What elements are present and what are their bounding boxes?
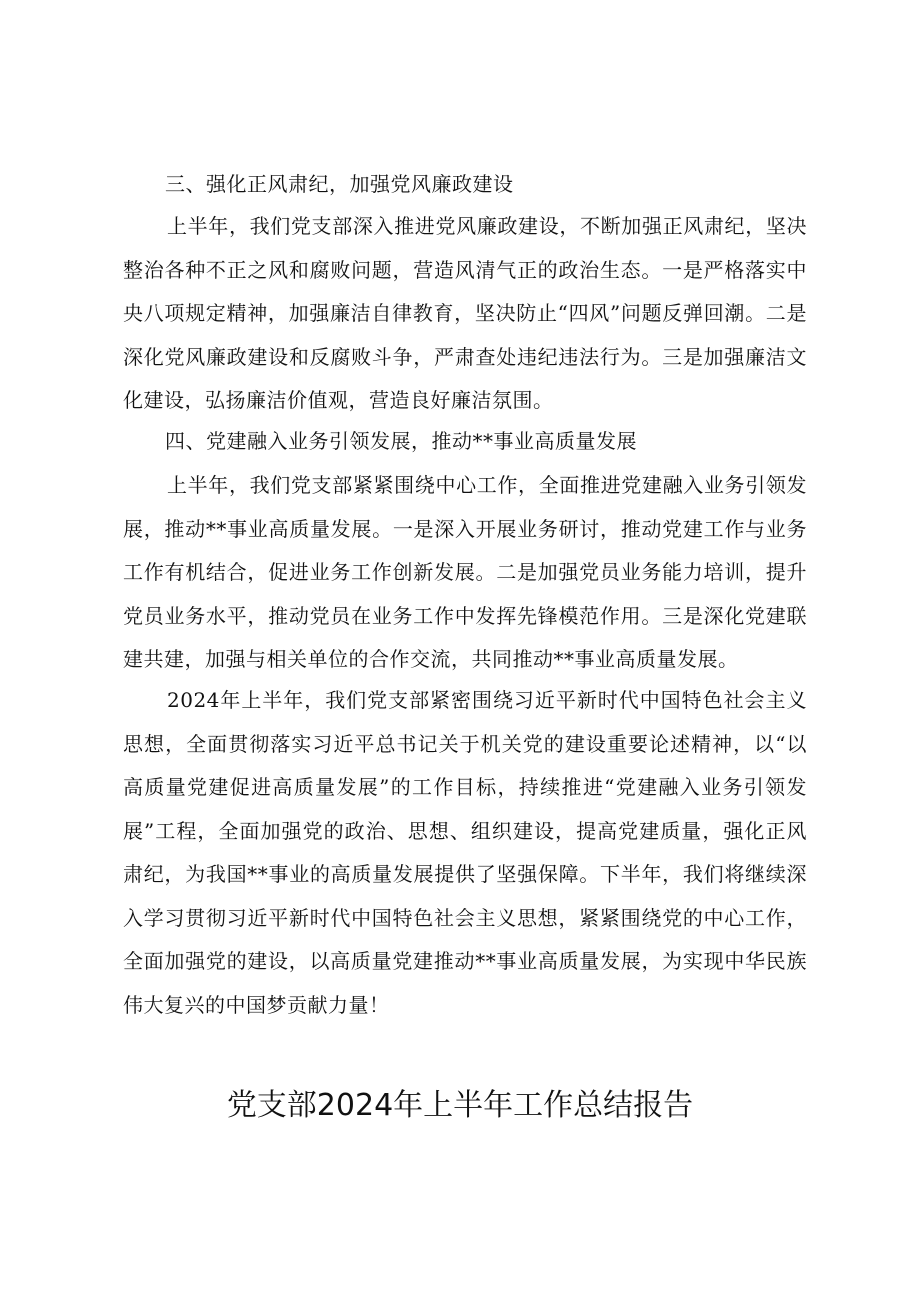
section-3-paragraph: 上半年，我们党支部深入推进党风廉政建设，不断加强正风肃纪，坚决整治各种不正之风和腐败问题，营造风清气正的政治生态。一是严格落实中央八项规定精神，加强廉洁自律教育，坚决防止“四风”问题反弹回潮。二是深化党风廉政建设和反腐败斗争，严肃查处违纪违法行为。三是加强廉洁文化建设，弘扬廉洁价值观，营造良好廉洁氛围。: [123, 214, 807, 412]
next-document-title: 党支部2024年上半年工作总结报告: [226, 1088, 694, 1123]
section-4-heading: 四、党建融入业务引领发展，推动**事业高质量发展: [165, 429, 637, 453]
section-4-paragraph: 上半年，我们党支部紧紧围绕中心工作，全面推进党建融入业务引领发展，推动**事业高质量发展。一是深入开展业务研讨，推动党建工作与业务工作有机结合，促进业务工作创新发展。二是加强党员业务能力培训，提升党员业务水平，推动党员在业务工作中发挥先锋模范作用。三是深化党建联建共建，加强与相关单位的合作交流，共同推动**事业高质量发展。: [123, 473, 807, 671]
section-3-heading: 三、强化正风肃纪，加强党风廉政建设: [165, 172, 514, 196]
conclusion-paragraph: 2024年上半年，我们党支部紧密围绕习近平新时代中国特色社会主义思想，全面贯彻落实习近平总书记关于机关党的建设重要论述精神，以“以高质量党建促进高质量发展”的工作目标，持续推进“党建融入业务引领发展”工程，全面加强党的政治、思想、组织建设，提高党建质量，强化正风肃纪，为我国**事业的高质量发展提供了坚强保障。下半年，我们将继续深入学习贯彻习近平新时代中国特色社会主义思想，紧紧围绕党的中心工作，全面加强党的建设，以高质量党建推动**事业高质量发展，为实现中华民族伟大复兴的中国梦贡献力量！: [123, 688, 807, 1017]
